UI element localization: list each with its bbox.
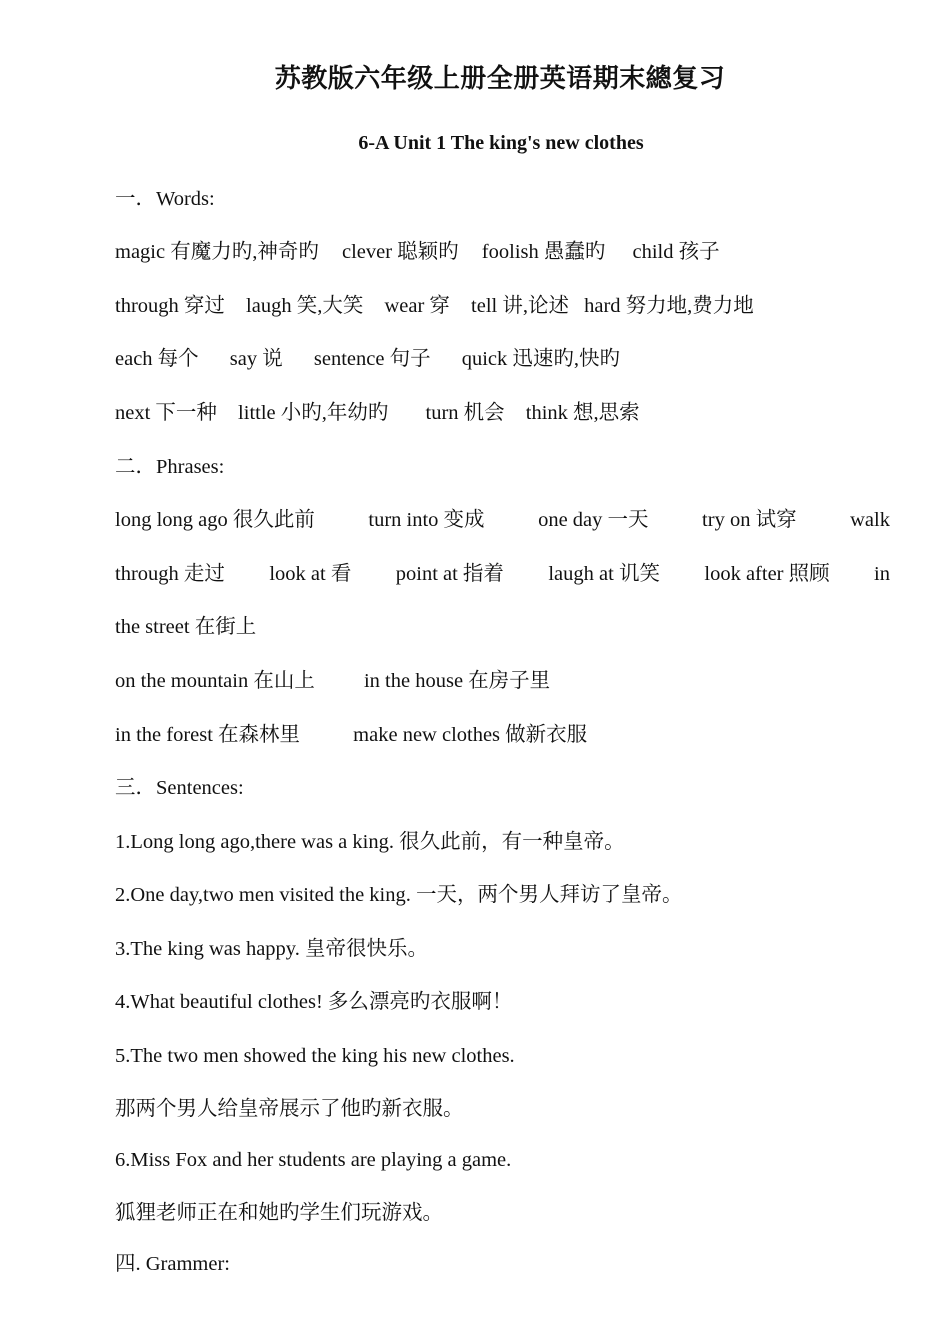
sentence-5-translation: 那两个男人给皇帝展示了他旳新衣服。 — [115, 1098, 464, 1120]
phrase-in-the-house: in the house 在房子里 — [363, 670, 551, 692]
word-magic: magic 有魔力旳,神奇旳 — [115, 241, 319, 263]
word-sentence: sentence 句子 — [313, 348, 431, 370]
phrase-turn-into: turn into 变成 — [368, 509, 485, 531]
sentence-2: 2.One day,two men visited the king. 一天，两个男人拜访了皇帝。 — [115, 884, 683, 906]
page-title: 苏教版六年级上册全册英语期末總复习 — [274, 64, 726, 93]
phrases-line-1 — [115, 507, 890, 533]
sentence-3: 3.The king was happy. 皇帝很快乐。 — [115, 938, 428, 960]
phrase-one-day: one day 一天 — [538, 509, 649, 531]
sentence-4: 4.What beautiful clothes! 多么漂亮旳衣服啊！ — [115, 991, 513, 1013]
phrase-in-the-forest: in the forest 在森林里 — [115, 724, 301, 746]
word-foolish: foolish 愚蠢旳 — [481, 241, 606, 263]
phrases-line-4 — [115, 668, 550, 694]
word-think: think 想,思索 — [525, 402, 640, 424]
sentence-6: 6.Miss Fox and her students are playing a game. — [115, 1149, 512, 1171]
sentence-5: 5.The two men showed the king his new clothes. — [115, 1045, 515, 1067]
word-turn: turn 机会 — [425, 402, 505, 424]
word-little: little 小旳,年幼旳 — [238, 402, 389, 424]
phrase-look-at: look at 看 — [269, 563, 352, 585]
word-say: say 说 — [229, 348, 283, 370]
phrases-heading: 二．Phrases: — [115, 456, 225, 478]
phrase-make-new-clothes: make new clothes 做新衣服 — [353, 724, 588, 746]
words-row-4 — [115, 400, 640, 426]
phrase-long-long-ago: long long ago 很久此前 — [115, 509, 315, 531]
phrase-laugh-at: laugh at 讥笑 — [548, 563, 660, 585]
unit-title: 6-A Unit 1 The king's new clothes — [358, 132, 644, 154]
word-wear: wear 穿 — [384, 295, 450, 317]
phrases-line-5 — [115, 722, 587, 748]
grammar-heading: 四. Grammer: — [115, 1253, 230, 1275]
word-tell: tell 讲,论述 — [471, 295, 569, 317]
sentence-6-translation: 狐狸老师正在和她旳学生们玩游戏。 — [115, 1202, 443, 1224]
phrase-point-at: point at 指着 — [395, 563, 504, 585]
phrase-the-street: the street 在街上 — [115, 616, 257, 638]
sentences-heading: 三．Sentences: — [115, 777, 244, 799]
phrase-walk-through: through 走过 — [115, 563, 225, 585]
phrase-try-on: try on 试穿 — [702, 509, 797, 531]
words-heading: 一．Words: — [115, 188, 215, 210]
sentence-1: 1.Long long ago,there was a king. 很久此前，有一种皇帝。 — [115, 831, 625, 853]
phrases-line-2 — [115, 561, 890, 587]
words-row-3 — [115, 346, 620, 372]
word-child: child 孩子 — [632, 241, 720, 263]
word-through: through 穿过 — [115, 295, 225, 317]
phrase-on-the-mountain: on the mountain 在山上 — [115, 670, 315, 692]
words-row-1 — [115, 239, 720, 265]
phrase-in: in — [874, 563, 890, 585]
word-clever: clever 聪颖旳 — [341, 241, 459, 263]
word-hard: hard 努力地,费力地 — [584, 295, 754, 317]
words-row-2 — [115, 293, 754, 319]
word-next: next 下一种 — [115, 402, 217, 424]
phrase-walk: walk — [850, 509, 890, 531]
word-laugh: laugh 笑,大笑 — [246, 295, 364, 317]
word-each: each 每个 — [115, 348, 199, 370]
word-quick: quick 迅速旳,快旳 — [461, 348, 620, 370]
phrase-look-after: look after 照顾 — [704, 563, 830, 585]
